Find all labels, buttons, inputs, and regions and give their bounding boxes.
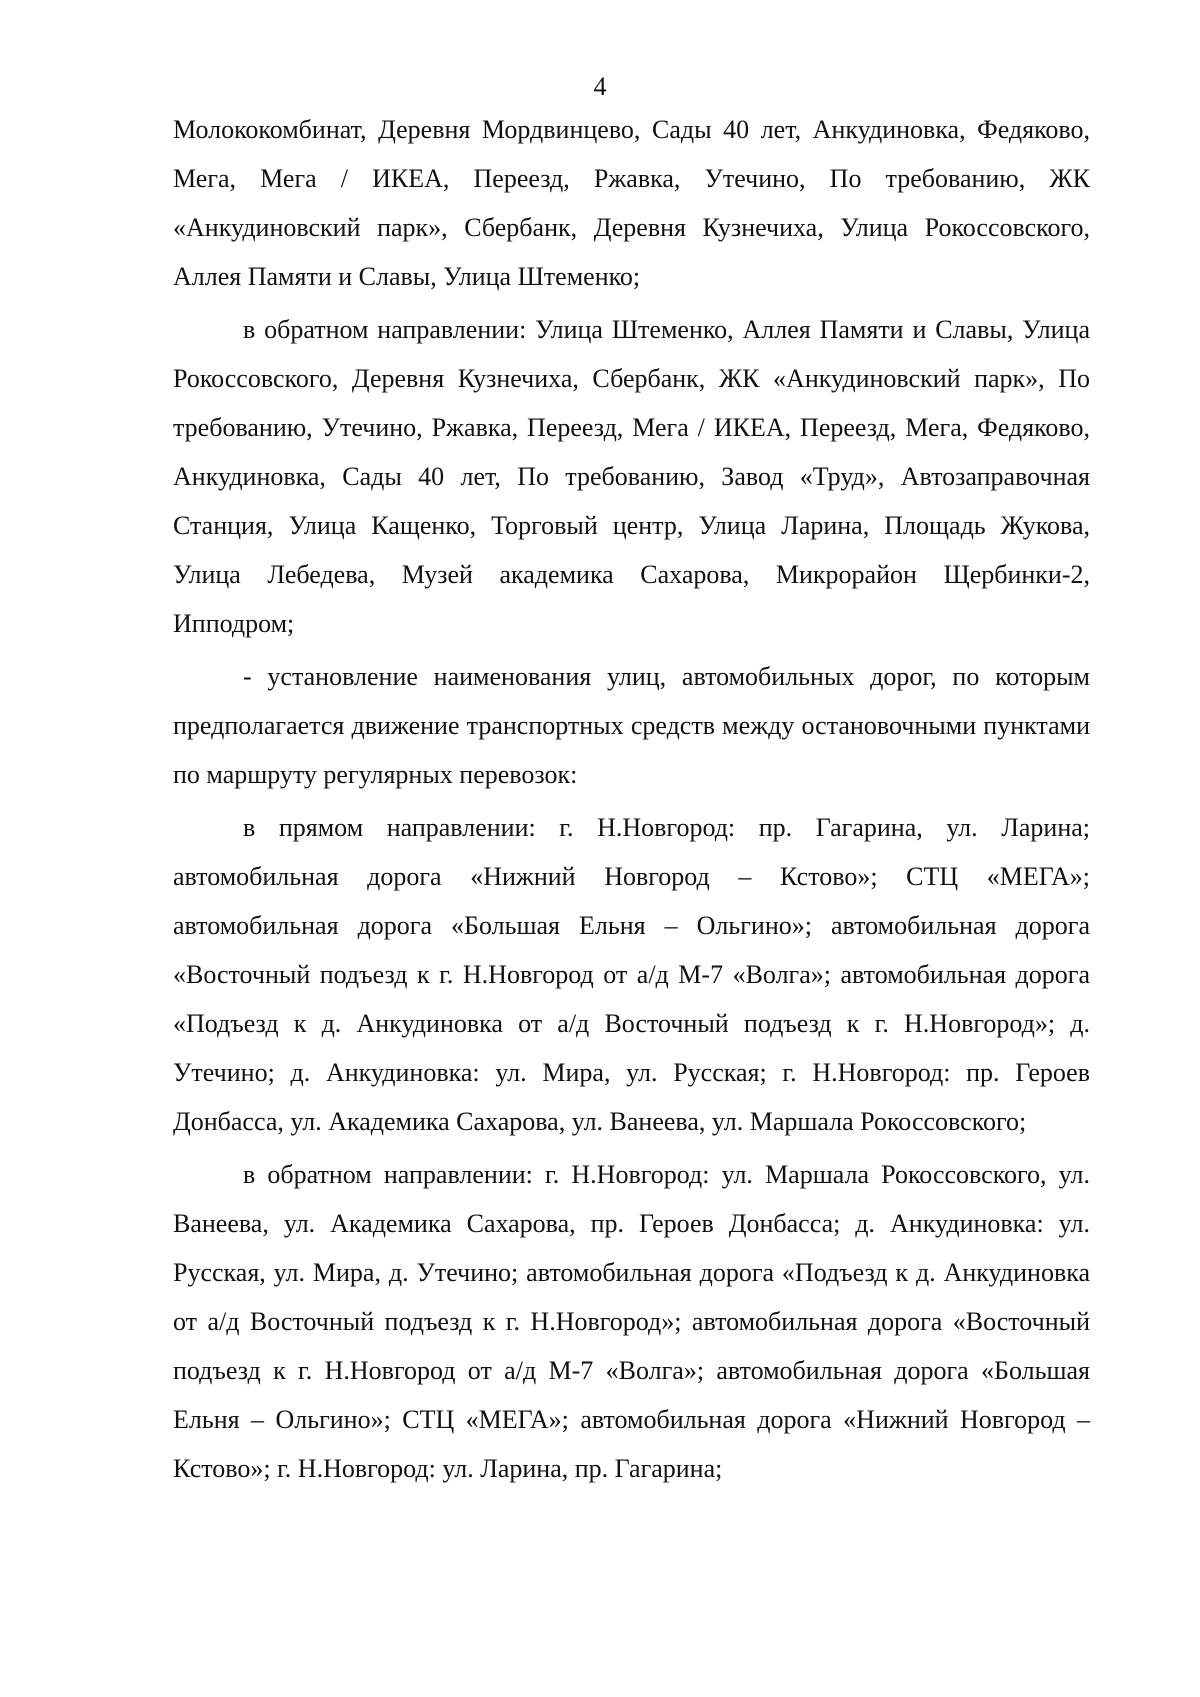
paragraph-streets-heading: - установление наименования улиц, автомобильных дорог, по которым предполагается движение транспортных средств между остановочными пунктами по маршруту регулярных перевозок: <box>173 662 1090 789</box>
paragraph-streets-forward: в прямом направлении: г. Н.Новгород: пр. Гагарина, ул. Ларина; автомобильная дорога «Нижний Новгород – Кстово»; СТЦ «МЕГА»; автомобильная дорога «Большая Ельня – Ольгино»; автомобильная дорога «Восточный подъезд к г. Н.Новгород от а/д М-7 «Волга»; автомобильная дорога «Подъезд к д. Анкудиновка от а/д Восточный подъезд к г. Н.Новгород»; д. Утечино; д. Анкудиновка: ул. Мира, ул. Русская; г. Н.Новгород: пр. Героев Донбасса, ул. Академика Сахарова, ул. Ванеева, ул. Маршала Рокоссовского; <box>173 813 1090 1136</box>
paragraph-streets-reverse: в обратном направлении: г. Н.Новгород: ул. Маршала Рокоссовского, ул. Ванеева, ул. Академика Сахарова, пр. Героев Донбасса; д. Анкудиновка: ул. Русская, ул. Мира, д. Утечино; автомобильная дорога «Подъезд к д. Анкудиновка от а/д Восточный подъезд к г. Н.Новгород»; автомобильная дорога «Восточный подъезд к г. Н.Новгород от а/д М-7 «Волга»; автомобильная дорога «Большая Ельня – Ольгино»; СТЦ «МЕГА»; автомобильная дорога «Нижний Новгород – Кстово»; г. Н.Новгород: ул. Ларина, пр. Гагарина; <box>173 1160 1090 1483</box>
document-body <box>173 105 1090 1493</box>
page-number: 4 <box>593 72 607 101</box>
paragraph-stops-reverse: в обратном направлении: Улица Штеменко, Аллея Памяти и Славы, Улица Рокоссовского, Деревня Кузнечиха, Сбербанк, ЖК «Анкудиновский парк», По требованию, Утечино, Ржавка, Переезд, Мега / ИКЕА, Переезд, Мега, Федяково, Анкудиновка, Сады 40 лет, По требованию, Завод «Труд», Автозаправочная Станция, Улица Кащенко, Торговый центр, Улица Ларина, Площадь Жукова, Улица Лебедева, Музей академика Сахарова, Микрорайон Щербинки-2, Ипподром; <box>173 315 1090 638</box>
paragraph-stops-forward-continued: Молококомбинат, Деревня Мордвинцево, Сады 40 лет, Анкудиновка, Федяково, Мега, Мега / ИКЕА, Переезд, Ржавка, Утечино, По требованию, ЖК «Анкудиновский парк», Сбербанк, Деревня Кузнечиха, Улица Рокоссовского, Аллея Памяти и Славы, Улица Штеменко; <box>173 115 1090 291</box>
